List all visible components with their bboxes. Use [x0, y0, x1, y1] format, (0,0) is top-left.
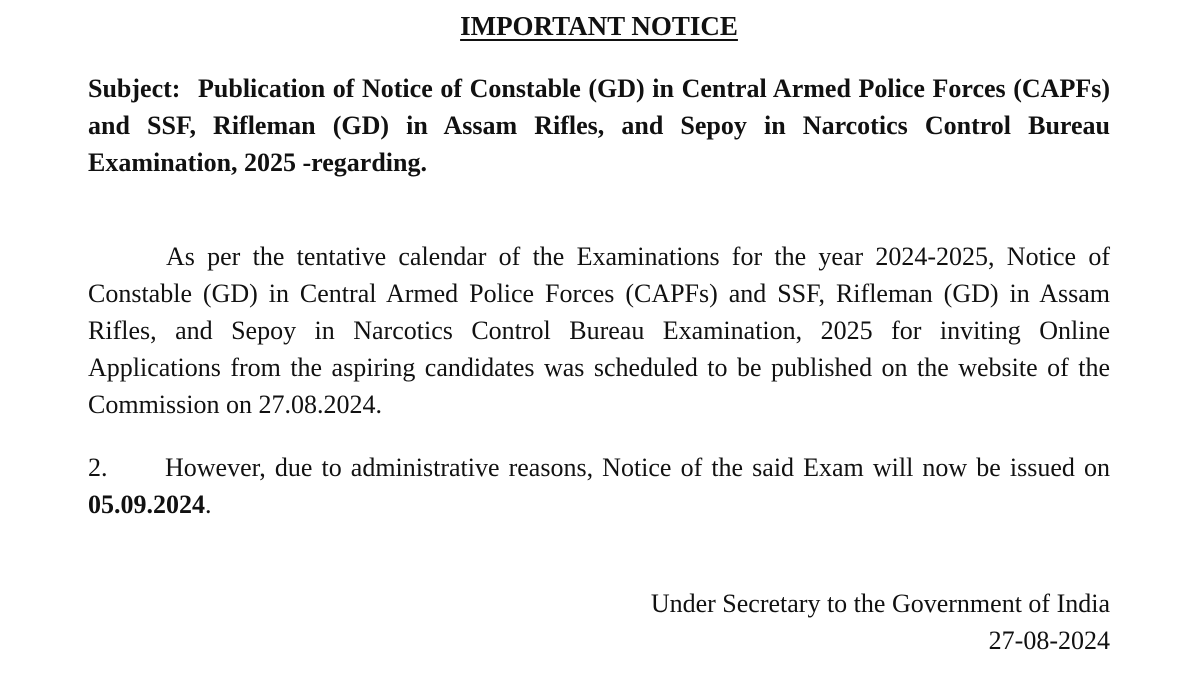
paragraph-1: As per the tentative calendar of the Examinations for the year 2024-2025, Notice of Constable (GD) in Central Armed Police Forces (CAPFs) and SSF, Rifleman (GD) in Assam Rifles, and Sepoy in Narcotics Control Bureau Examination, 2025 for inviting Online Applications from the aspiring candidates was scheduled to be published on the website of the Commission on 27.08.2024.: [88, 242, 1110, 419]
notice-title-text: IMPORTANT NOTICE: [460, 11, 738, 41]
subject-label: Subject:: [88, 74, 181, 103]
signatory-title: Under Secretary to the Government of India: [650, 589, 1110, 618]
signature-block: [651, 585, 1110, 659]
notice-title: [88, 10, 1110, 42]
new-issue-date: 05.09.2024: [88, 490, 205, 519]
subject-text: Publication of Notice of Constable (GD) in Central Armed Police Forces (CAPFs) and SSF, Rifleman (GD) in Assam Rifles, and Sepoy in Narcotics Control Bureau Examination, 2025 -regarding.: [88, 74, 1110, 177]
paragraph-2-end: .: [205, 490, 212, 519]
paragraph-2-number: 2.: [88, 453, 108, 482]
subject-line: [88, 70, 1110, 181]
paragraph-2-text: However, due to administrative reasons, Notice of the said Exam will now be issued on: [165, 453, 1110, 482]
signature-date: 27-08-2024: [988, 626, 1110, 655]
notice-document: [88, 0, 1110, 675]
paragraph-2: [88, 449, 1110, 523]
